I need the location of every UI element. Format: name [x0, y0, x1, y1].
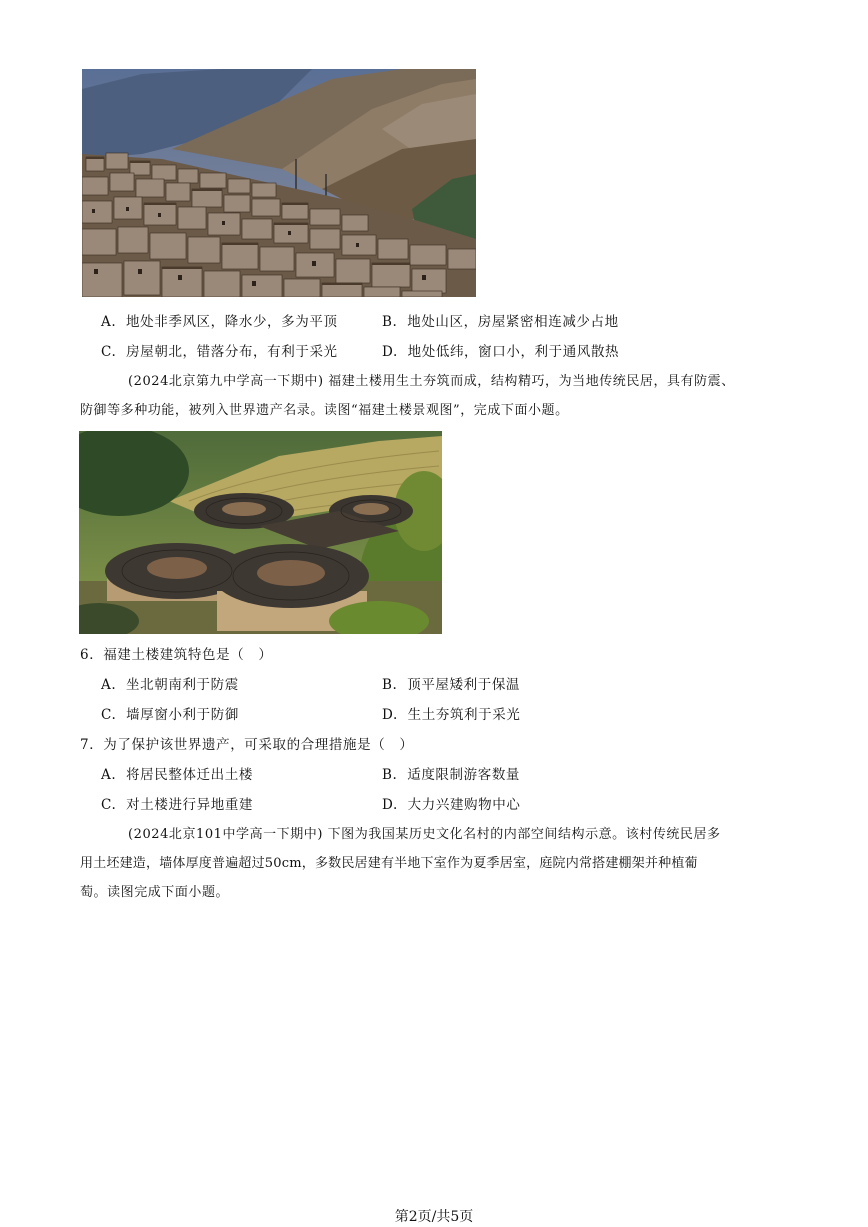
option-letter: D. [382, 707, 398, 723]
prev-option-d [382, 342, 619, 362]
mountain-village-photo [82, 69, 476, 297]
option-text: 对土楼进行异地重建 [126, 797, 254, 813]
option-letter: B. [382, 677, 398, 693]
option-text: 地处低纬，窗口小，利于通风散热 [407, 344, 620, 360]
q6-option-d [382, 705, 520, 725]
option-text: 顶平屋矮利于保温 [407, 677, 521, 693]
q7-option-b [382, 765, 520, 785]
option-letter: B. [382, 767, 398, 783]
q7-option-a [101, 765, 253, 785]
passage1-line1: (2024北京第九中学高一下期中) 福建土楼用生土夯筑而成，结构精巧，为当地传统民居，具有防震、 [128, 374, 735, 389]
option-letter: B. [382, 314, 398, 330]
option-text: 房屋朝北，错落分布，有利于采光 [126, 344, 338, 360]
passage2-line3: 萄。读图完成下面小题。 [80, 885, 230, 900]
option-letter: A. [101, 767, 117, 783]
option-letter: D. [382, 797, 398, 813]
prev-option-a [101, 312, 338, 332]
option-text: 地处山区，房屋紧密相连减少占地 [407, 314, 619, 330]
passage2-line1: (2024北京101中学高一下期中) 下图为我国某历史文化名村的内部空间结构示意。该村传统民居多 [128, 827, 721, 842]
option-letter: C. [101, 344, 117, 360]
q7-stem: 7．为了保护该世界遗产，可采取的合理措施是（ ） [80, 737, 414, 753]
q6-stem: 6．福建土楼建筑特色是（ ） [80, 647, 273, 663]
prev-option-b [382, 312, 619, 332]
option-text: 坐北朝南利于防震 [126, 677, 239, 693]
q6-option-c [101, 705, 239, 725]
passage1-line2: 防御等多种功能，被列入世界遗产名录。读图“福建土楼景观图”，完成下面小题。 [80, 403, 569, 418]
passage2-line2: 用土坯建造，墙体厚度普遍超过50cm，多数民居建有半地下室作为夏季居室，庭院内常搭建棚架并种植葡 [80, 856, 698, 871]
q6-option-a [101, 675, 239, 695]
option-text: 适度限制游客数量 [407, 767, 521, 783]
option-text: 大力兴建购物中心 [407, 797, 521, 813]
q6-option-b [382, 675, 520, 695]
option-text: 墙厚窗小利于防御 [126, 707, 239, 723]
q7-option-d [382, 795, 520, 815]
option-text: 地处非季风区，降水少，多为平顶 [126, 314, 338, 330]
option-text: 生土夯筑利于采光 [407, 707, 521, 723]
option-letter: C. [101, 797, 117, 813]
option-letter: D. [382, 344, 398, 360]
page-number: 第2页/共5页 [394, 1209, 474, 1225]
q7-option-c [101, 795, 253, 815]
fujian-tulou-photo [79, 431, 442, 634]
option-text: 将居民整体迁出土楼 [126, 767, 253, 783]
option-letter: C. [101, 707, 117, 723]
option-letter: A. [101, 677, 117, 693]
prev-option-c [101, 342, 338, 362]
option-letter: A. [101, 314, 117, 330]
